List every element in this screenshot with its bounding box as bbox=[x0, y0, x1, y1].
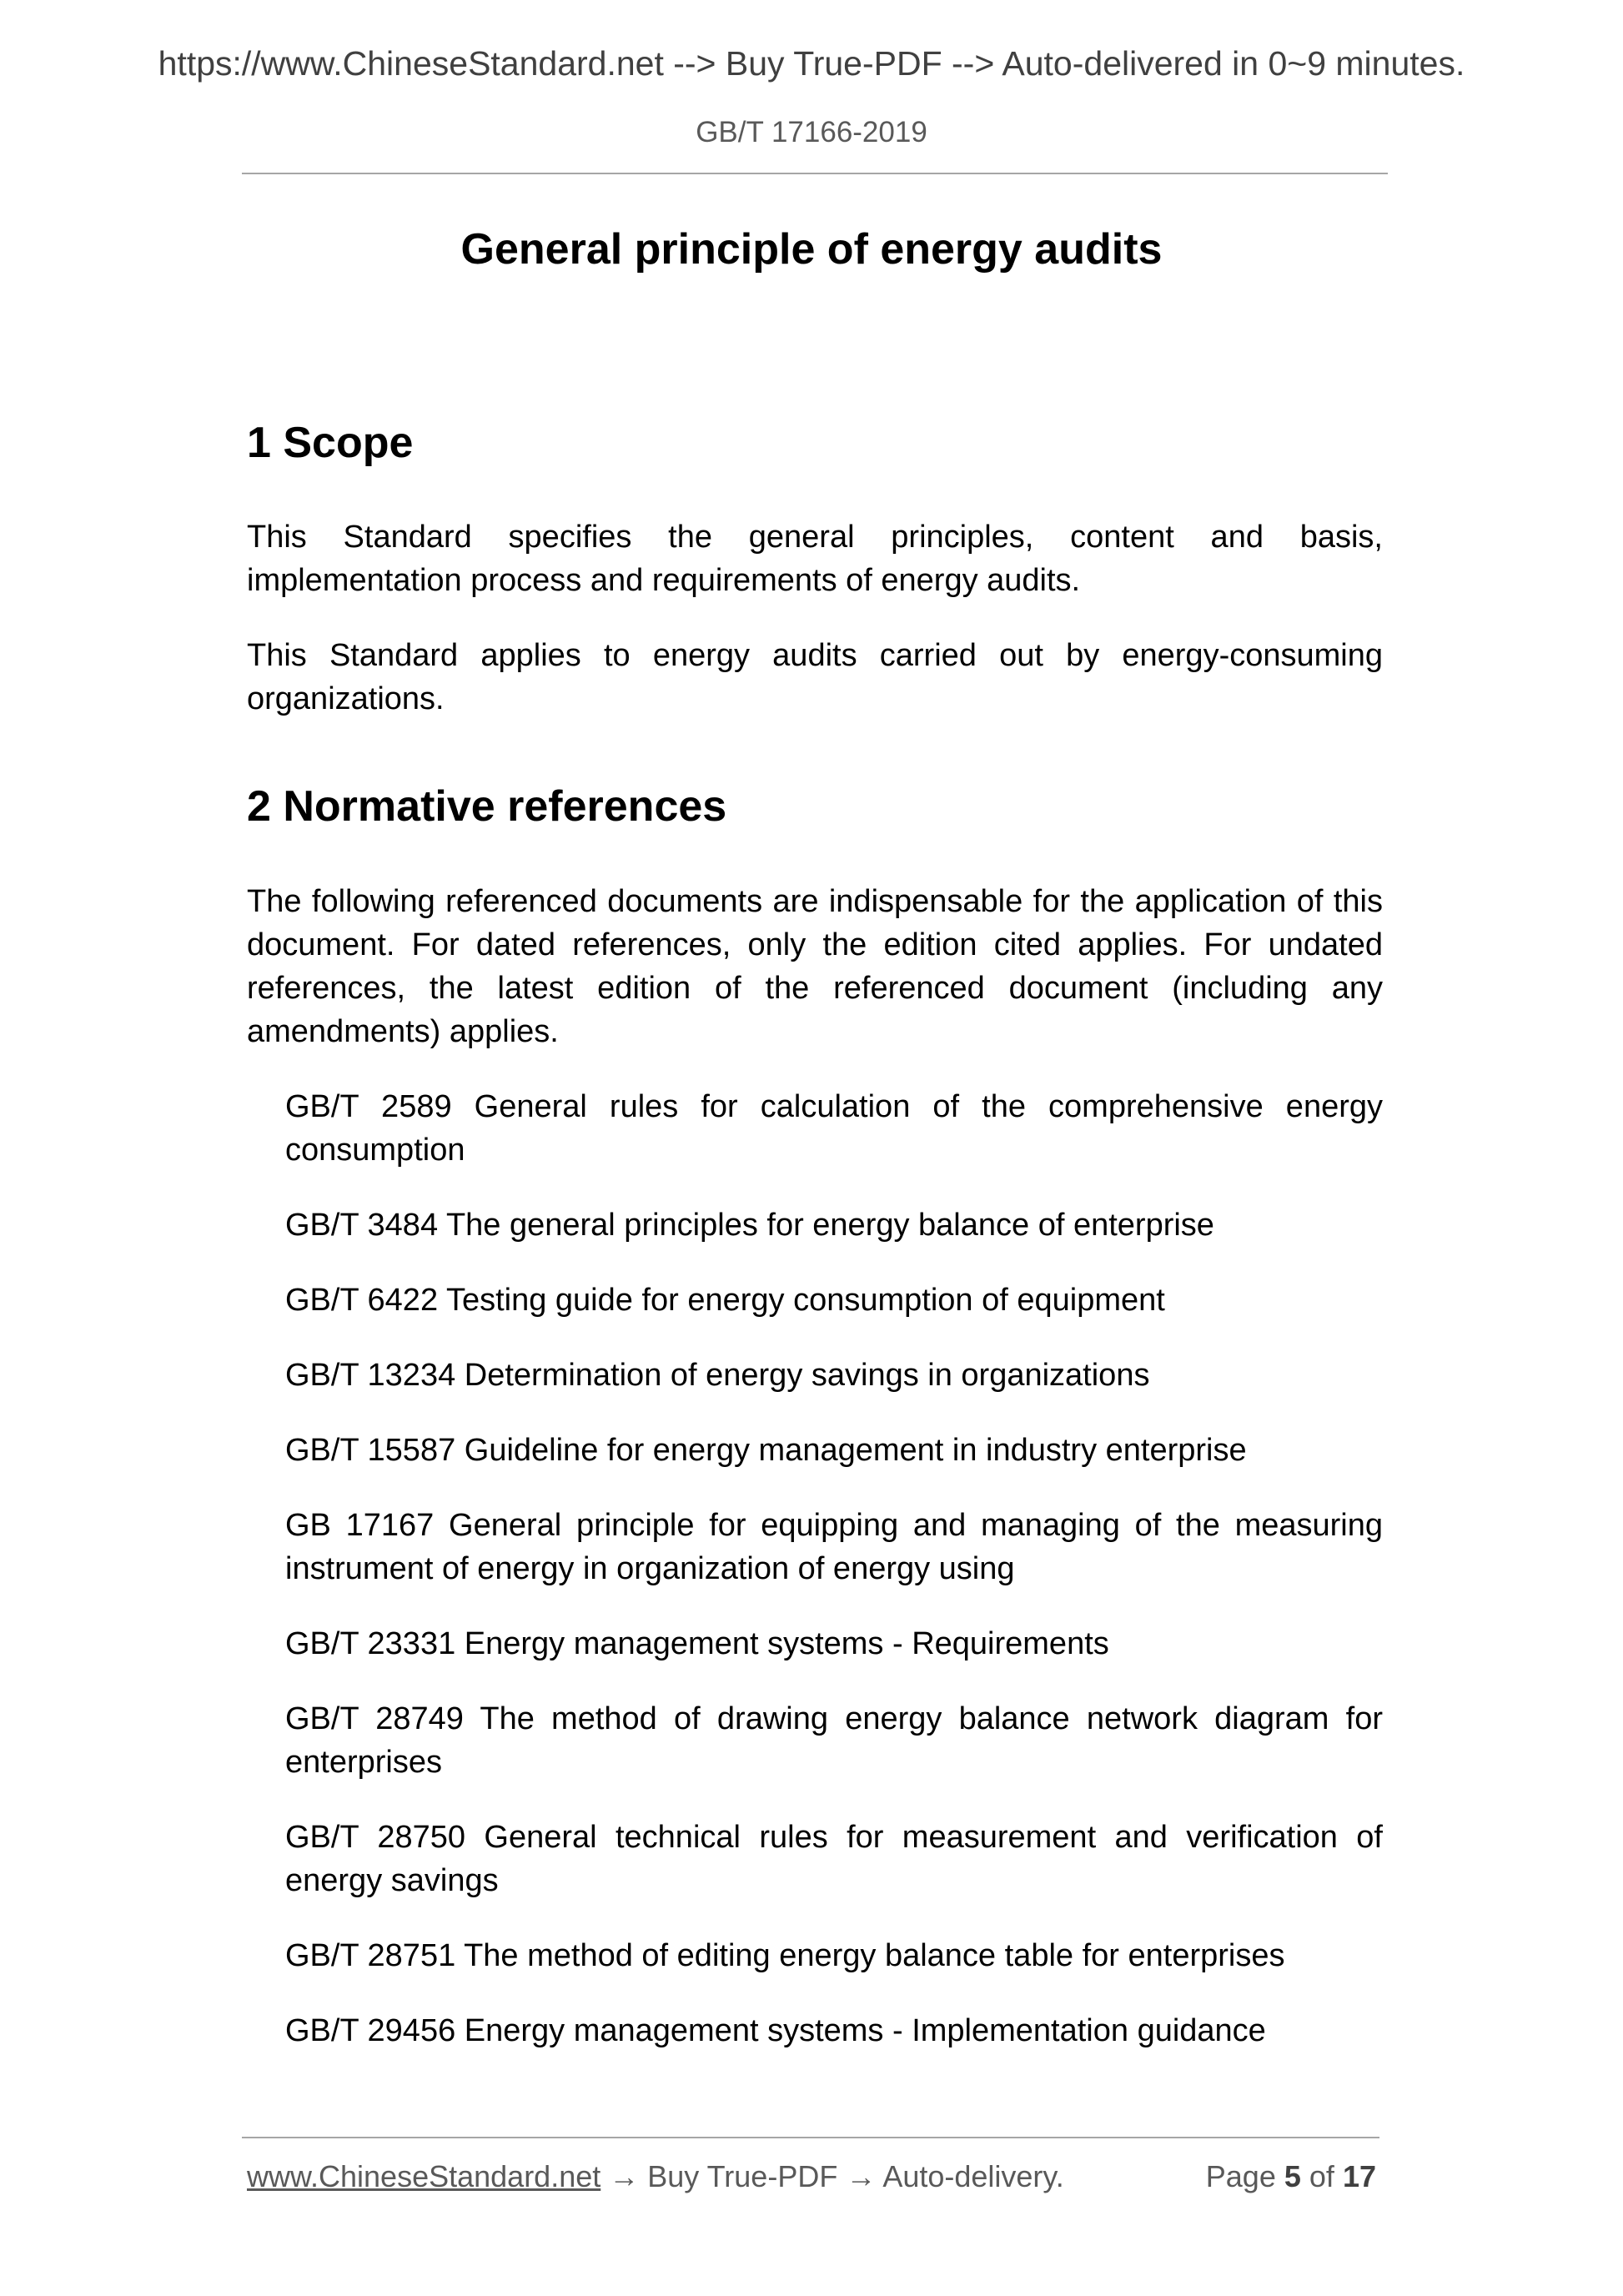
document-title: General principle of energy audits bbox=[460, 225, 1163, 274]
references-intro: The following referenced documents are indispensable for the application of this document. For dated references, only the edition cited applies. For undated references, the latest edition of the referenced document (including any amendments) applies. bbox=[247, 883, 1383, 1049]
reference-item: GB/T 23331 Energy management systems - Requirements bbox=[285, 1625, 1109, 1661]
reference-item: GB/T 15587 Guideline for energy management in industry enterprise bbox=[285, 1432, 1247, 1468]
reference-item: GB/T 2589 General rules for calculation of the comprehensive energy consumption bbox=[285, 1088, 1383, 1168]
page-indicator bbox=[1206, 2158, 1376, 2194]
scope-paragraph: This Standard applies to energy audits carried out by energy-consuming organizations. bbox=[247, 638, 1383, 717]
reference-item: GB/T 3484 The general principles for energy balance of enterprise bbox=[285, 1207, 1214, 1243]
page-label: Page bbox=[1205, 2159, 1276, 2193]
document-body bbox=[247, 417, 1383, 2052]
reference-item: GB 17167 General principle for equipping and managing of the measuring instrument of energy in organization of energy using bbox=[285, 1507, 1383, 1586]
reference-list bbox=[247, 1085, 1383, 2052]
footer-tagline: → Buy True-PDF → Auto-delivery. bbox=[600, 2159, 1064, 2193]
header-divider bbox=[242, 173, 1388, 174]
page-of-label: of bbox=[1309, 2159, 1334, 2193]
page-current: 5 bbox=[1284, 2159, 1301, 2193]
footer-site-link[interactable]: www.ChineseStandard.net bbox=[247, 2159, 601, 2193]
standard-code: GB/T 17166-2019 bbox=[696, 116, 927, 148]
footer-promo bbox=[247, 2158, 1064, 2194]
top-banner: https://www.ChineseStandard.net --> Buy True-PDF --> Auto-delivered in 0~9 minutes. bbox=[158, 44, 1465, 83]
scope-paragraph: This Standard specifies the general principles, content and basis, implementation process and requirements of energy audits. bbox=[247, 520, 1383, 599]
reference-item: GB/T 6422 Testing guide for energy consumption of equipment bbox=[285, 1282, 1165, 1318]
reference-item: GB/T 29456 Energy management systems - Implementation guidance bbox=[285, 2012, 1266, 2048]
reference-item: GB/T 28749 The method of drawing energy balance network diagram for enterprises bbox=[285, 1701, 1383, 1780]
reference-item: GB/T 13234 Determination of energy savings in organizations bbox=[285, 1357, 1150, 1393]
footer-divider bbox=[242, 2137, 1379, 2138]
page-total: 17 bbox=[1342, 2159, 1376, 2193]
reference-item: GB/T 28750 General technical rules for measurement and verification of energy savings bbox=[285, 1819, 1383, 1898]
reference-item: GB/T 28751 The method of editing energy balance table for enterprises bbox=[285, 1937, 1285, 1973]
section-heading-normative-references: 2 Normative references bbox=[247, 782, 727, 831]
section-heading-scope: 1 Scope bbox=[247, 419, 414, 467]
